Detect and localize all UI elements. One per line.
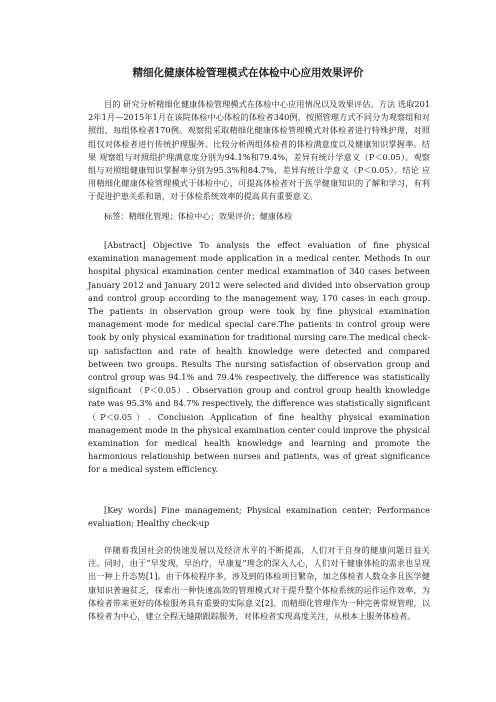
chinese-keywords-list: 精细化管理；体检中心；效果评价；健康体检 xyxy=(128,211,293,221)
english-abstract: [Abstract] Objective To analysis the effect evaluation of fine physical examination management mode application in a medical center. Methods In our hospital physical examination center medical examination of 340 cases between January 2012 and January 2012 were selected and divided into observation group and control group according to the management way, 170 cases in each group. The patients in observation group were took by fine physical examination management mode for medical special care.The patients in control group were took by only physical examination for traditional nursing care.The medical check-up satisfaction and rate of health knowledge were detected and compared between two groups. Results The nursing satisfaction of observation group and control group was 94.1% and 79.4% respectively, the difference was statistically significant （P＜0.05）. Observation group and control group health knowledge rate was 95.3% and 84.7% respectively, the difference was statistically significant （P＜0.05）. Conclusion Application of fine healthy physical examination management mode in the physical examination center could improve the physical examination for medical health knowledge and learning and promote the harmonious relationship between nurses and patients, was of great significance for a medical system efficiency. xyxy=(88,240,430,475)
english-keywords: [Key words] Fine management; Physical examination center; Performance evaluation; Healthy check-up xyxy=(88,505,430,529)
chinese-abstract: 目的 研究分析精细化健康体检管理模式在体检中心应用情况以及效果评估。方法 选取2012年1月—2015年1月在该院体检中心体检的体检者340例，按照管理方式不同分为观察组和对照组，每组体检者170例。观察组采取精细化健康体检管理模式对体检者进行特殊护理，对照组仅对体检者进行传统护理服务。比较分析两组体检者的体检满意度以及健康知识掌握率。结果 观察组与对照组护理满意度分别为94.1%和79.4%，差异有统计学意义（P＜0.05）。观察组与对照组健康知识掌握率分别为95.3%和84.7%，差异有统计学意义（P＜0.05）。结论 应用精细化健康体检管理模式于体检中心，可提高体检者对于医学健康知识的了解和学习，有利于促进护患关系和谐，对于体检系统效率的提高具有重要意义。 xyxy=(88,99,430,202)
body-paragraph: 伴随着我国社会的快速发展以及经济水平的不断提高，人们对于自身的健康问题日益关注。同时，由于“早发现，早治疗，早康复”理念的深入人心，人们对于健康体检的需求也呈现出一种上升态势[1]。由于体检程序多，涉及到的体检项目繁杂，加之体检者人数众多且医学健康知识普遍贫乏，探索出一种快速高效的管理模式对于提升整个体检系统的运作运作效率，为体检者带来更好的体检服务具有重要的实际意义[2]。而精细化管理作为一种完善常规管理，以体检者为中心，建立全程无缝隙跟踪服务，对体检者实现高度关注，从根本上服务体检者。 xyxy=(88,545,430,622)
chinese-keywords xyxy=(88,210,430,223)
chinese-keywords-label: 标签： xyxy=(104,211,129,221)
paper-title: 精细化健康体检管理模式在体检中心应用效果评价 xyxy=(132,67,364,79)
